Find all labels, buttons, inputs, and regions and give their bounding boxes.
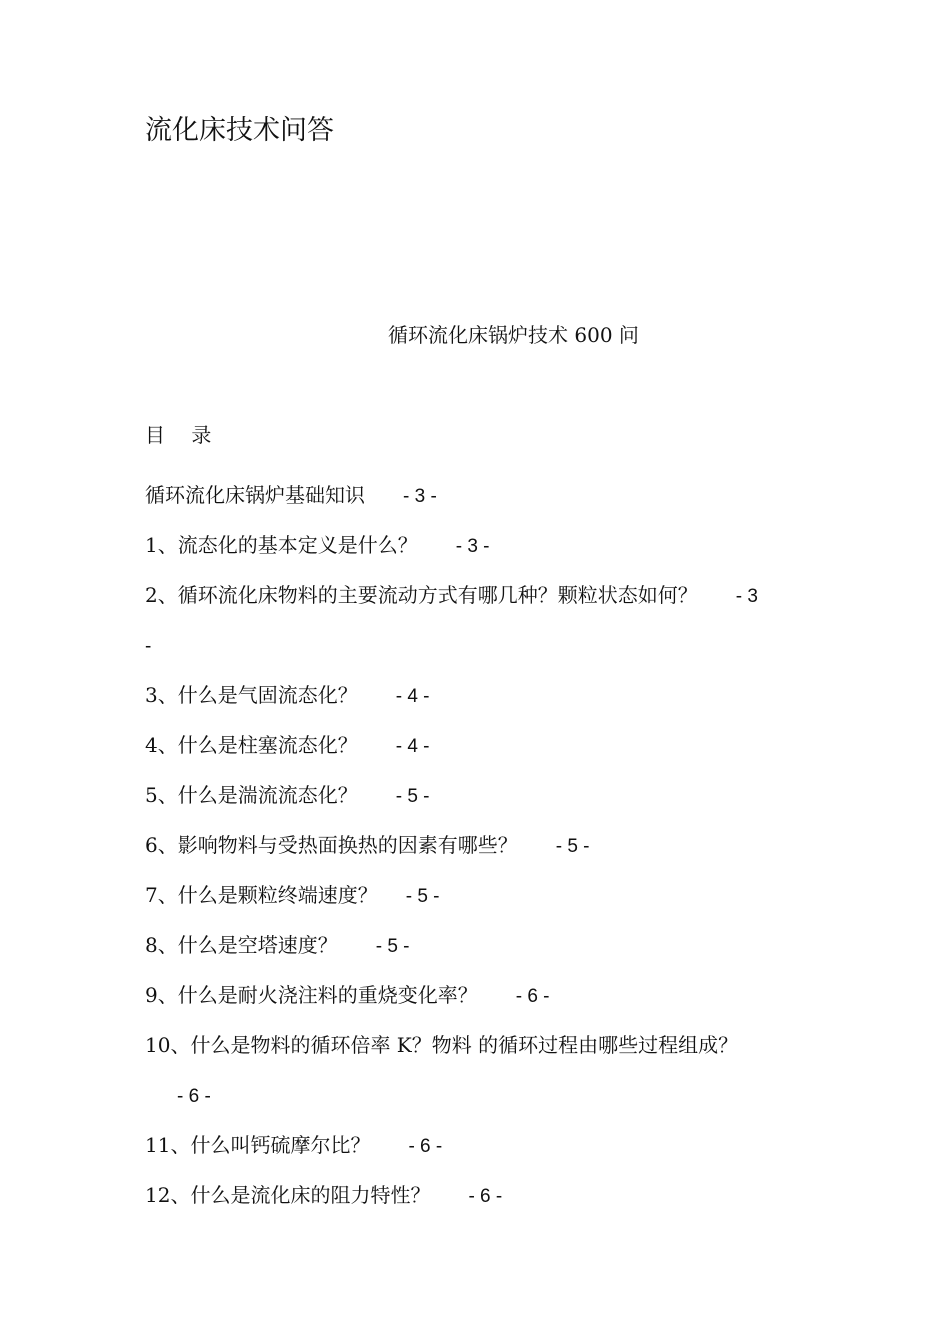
toc-entry-text: 7、什么是颗粒终端速度？ xyxy=(145,883,378,907)
toc-entry-text: 1、流态化的基本定义是什么？ xyxy=(145,533,418,557)
toc-entry-text: 5、什么是湍流流态化？ xyxy=(145,783,358,807)
toc-entry[interactable] xyxy=(145,570,810,670)
toc-page-number: - 5 - xyxy=(405,886,440,907)
toc-page-number: - 3 - xyxy=(403,486,437,507)
toc-entry[interactable] xyxy=(145,970,810,1020)
toc-page-number: - 6 - xyxy=(468,1186,503,1207)
toc-entry[interactable] xyxy=(145,470,810,520)
toc-page-number: - 4 - xyxy=(395,686,430,707)
toc-entry[interactable] xyxy=(145,1020,810,1120)
toc-entry-text: 9、什么是耐火浇注料的重烧变化率？ xyxy=(145,983,478,1007)
toc-page-number: - 6 - xyxy=(408,1136,443,1157)
toc-entry[interactable] xyxy=(145,920,810,970)
toc-heading: 目 录 xyxy=(145,423,222,447)
toc-page-number: - 3 xyxy=(735,586,758,607)
toc-page-number: - 5 - xyxy=(375,936,410,957)
toc-entry-text: 循环流化床锅炉基础知识 xyxy=(145,483,365,507)
toc-page-number: - 6 - xyxy=(515,986,550,1007)
toc-entry-text: 10、什么是物料的循环倍率 K？物料 的循环过程由哪些过程组成？ xyxy=(145,1033,739,1057)
toc-entry-text: 4、什么是柱塞流态化？ xyxy=(145,733,358,757)
toc-entry[interactable] xyxy=(145,820,810,870)
toc-entry[interactable] xyxy=(145,870,810,920)
toc-entry-text: 8、什么是空塔速度？ xyxy=(145,933,338,957)
toc-entry[interactable] xyxy=(145,720,810,770)
toc-entry[interactable] xyxy=(145,1170,810,1220)
toc-entry[interactable] xyxy=(145,520,810,570)
toc-page-number: - 5 - xyxy=(395,786,430,807)
toc-entry[interactable] xyxy=(145,670,810,720)
toc-entry[interactable] xyxy=(145,1120,810,1170)
toc-page-number: - 5 - xyxy=(555,836,590,857)
table-of-contents xyxy=(145,470,810,1220)
toc-entry-text: 11、什么叫钙硫摩尔比？ xyxy=(145,1133,371,1157)
toc-page-number: - 4 - xyxy=(395,736,430,757)
toc-page-number-continued: - xyxy=(145,636,152,657)
toc-entry-text: 12、什么是流化床的阻力特性？ xyxy=(145,1183,431,1207)
toc-entry-text: 2、循环流化床物料的主要流动方式有哪几种？颗粒状态如何？ xyxy=(145,583,698,607)
toc-entry[interactable] xyxy=(145,770,810,820)
document-subtitle: 循环流化床锅炉技术 600 问 xyxy=(388,323,639,347)
toc-page-number: - 3 - xyxy=(455,536,490,557)
toc-page-number: - 6 - xyxy=(177,1086,211,1107)
toc-entry-text: 3、什么是气固流态化？ xyxy=(145,683,358,707)
document-title: 流化床技术问答 xyxy=(145,115,334,146)
toc-entry-text: 6、影响物料与受热面换热的因素有哪些？ xyxy=(145,833,518,857)
